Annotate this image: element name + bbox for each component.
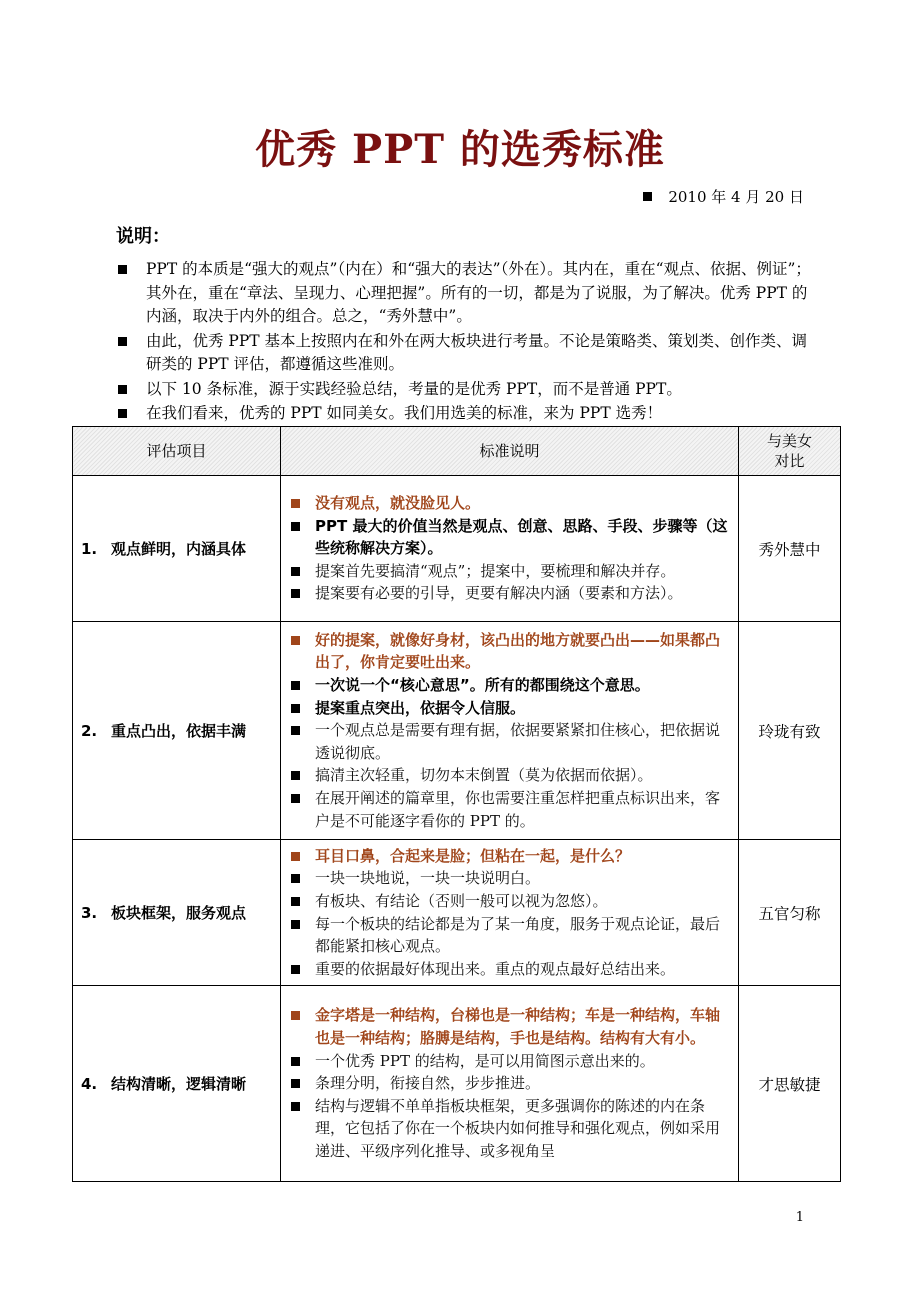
header-item: 评估项目 (73, 427, 281, 476)
page-number: 1 (795, 1210, 804, 1225)
square-bullet-icon (118, 385, 127, 394)
bullet-text: 一个优秀 PPT 的结构，是可以用简图示意出来的。 (315, 1051, 655, 1070)
table-row (73, 622, 841, 840)
criterion-description (281, 986, 739, 1182)
criterion-name (73, 476, 281, 622)
table-row (73, 840, 841, 986)
intro-text: 由此，优秀 PPT 基本上按照内在和外在两大板块进行考量。不论是策略类、策划类、创作类、调研类的 PPT 评估，都遵循这些准则。 (146, 331, 808, 373)
bullet-text: PPT 最大的价值当然是观点、创意、思路、手段、步骤等（这些统称解决方案）。 (315, 516, 728, 558)
square-bullet-icon (291, 1102, 300, 1111)
bullet-text: 在展开阐述的篇章里，你也需要注重怎样把重点标识出来，客户是不可能逐字看你的 PPT 的。 (315, 788, 721, 830)
bullet-text: 搞清主次轻重，切勿本末倒置（莫为依据而依据）。 (315, 766, 653, 785)
criterion-title: 结构清晰，逻辑清晰 (111, 1075, 247, 1093)
standards-table (72, 426, 841, 1182)
square-bullet-icon (291, 704, 300, 713)
table-row (73, 986, 841, 1182)
square-bullet-icon (118, 409, 127, 418)
criterion-number: 4. (81, 1075, 98, 1093)
bullet-text: 没有观点，就没脸见人。 (315, 494, 481, 513)
bullet-item (289, 1050, 732, 1073)
square-bullet-icon (291, 852, 300, 861)
bullet-item (289, 629, 732, 674)
square-bullet-icon (291, 522, 300, 531)
header-description: 标准说明 (281, 427, 739, 476)
bullet-text: 条理分明，衔接自然，步步推进。 (315, 1074, 541, 1093)
criterion-title: 观点鲜明，内涵具体 (111, 540, 247, 558)
bullet-item (289, 515, 732, 560)
bullet-item (289, 697, 732, 720)
square-bullet-icon (291, 794, 300, 803)
beauty-comparison: 玲珑有致 (739, 622, 841, 840)
bullet-item (289, 1072, 732, 1095)
intro-item (116, 402, 816, 426)
bullet-text: 一次说一个“核心意思”。所有的都围绕这个意思。 (315, 676, 650, 695)
bullet-item (289, 913, 732, 958)
bullet-item (289, 764, 732, 787)
criterion-description (281, 476, 739, 622)
criterion-title: 重点凸出，依据丰满 (111, 722, 247, 740)
square-bullet-icon (291, 726, 300, 735)
intro-item (116, 330, 816, 377)
square-bullet-icon (291, 1011, 300, 1020)
table-header-row (73, 427, 841, 476)
square-bullet-icon (291, 567, 300, 576)
header-compare (739, 427, 841, 476)
bullet-item (289, 787, 732, 832)
intro-list (116, 258, 816, 427)
header-compare-text: 与美女对比 (766, 432, 812, 470)
bullet-item (289, 560, 732, 583)
criterion-title: 板块框架，服务观点 (111, 904, 247, 922)
square-bullet-icon (291, 874, 300, 883)
criterion-description (281, 622, 739, 840)
square-bullet-icon (291, 1057, 300, 1066)
bullet-item (289, 1004, 732, 1049)
bullet-item (289, 582, 732, 605)
square-bullet-icon (291, 920, 300, 929)
criterion-description (281, 840, 739, 986)
table-row (73, 476, 841, 622)
date-text: 2010 年 4 月 20 日 (668, 188, 804, 206)
square-bullet-icon (643, 192, 652, 201)
square-bullet-icon (291, 965, 300, 974)
bullet-text: 好的提案，就像好身材，该凸出的地方就要凸出——如果都凸出了，你肯定要吐出来。 (315, 630, 721, 672)
bullet-item (289, 958, 732, 981)
criterion-number: 1. (81, 540, 98, 558)
bullet-text: 重要的依据最好体现出来。重点的观点最好总结出来。 (315, 959, 676, 978)
bullet-item (289, 719, 732, 764)
square-bullet-icon (291, 499, 300, 508)
intro-item (116, 258, 816, 329)
square-bullet-icon (118, 337, 127, 346)
square-bullet-icon (291, 636, 300, 645)
bullet-text: 结构与逻辑不单单指板块框架，更多强调你的陈述的内在条理，它包括了你在一个板块内如何推导和强化观点，例如采用递进、平级序列化推导、或多视角呈 (315, 1096, 721, 1160)
criterion-name (73, 622, 281, 840)
bullet-text: 提案要有必要的引导，更要有解决内涵（要素和方法）。 (315, 584, 683, 603)
bullet-item (289, 890, 732, 913)
bullet-text: 一块一块地说，一块一块说明白。 (315, 869, 541, 888)
bullet-item (289, 492, 732, 515)
bullet-text: 有板块、有结论（否则一般可以视为忽悠）。 (315, 891, 608, 910)
bullet-text: 一个观点总是需要有理有据，依据要紧紧扣住核心，把依据说透说彻底。 (315, 721, 721, 762)
criterion-name (73, 840, 281, 986)
square-bullet-icon (291, 897, 300, 906)
bullet-text: 耳目口鼻，合起来是脸；但粘在一起，是什么？ (315, 846, 631, 865)
criterion-number: 3. (81, 904, 98, 922)
bullet-item (289, 867, 732, 890)
bullet-item (289, 1095, 732, 1163)
square-bullet-icon (291, 589, 300, 598)
criterion-name (73, 986, 281, 1182)
intro-text: PPT 的本质是“强大的观点”（内在）和“强大的表达”（外在）。其内在，重在“观点、依据、例证”；其外在，重在“章法、呈现力、心理把握”。所有的一切，都是为了说服，为了解决。优秀 PPT 的内涵，取决于内外的组合。总之，“秀外慧中”。 (146, 260, 811, 325)
intro-item (116, 378, 816, 402)
beauty-comparison: 秀外慧中 (739, 476, 841, 622)
criterion-number: 2. (81, 722, 98, 740)
intro-text: 在我们看来，优秀的 PPT 如同美女。我们用选美的标准，来为 PPT 选秀！ (146, 404, 663, 422)
square-bullet-icon (291, 1079, 300, 1088)
bullet-text: 提案重点突出，依据令人信服。 (315, 698, 526, 717)
bullet-text: 提案首先要搞清“观点”；提案中，要梳理和解决并存。 (315, 561, 676, 580)
bullet-text: 每一个板块的结论都是为了某一角度，服务于观点论证，最后都能紧扣核心观点。 (315, 914, 721, 956)
square-bullet-icon (291, 681, 300, 690)
beauty-comparison: 五官匀称 (739, 840, 841, 986)
page-title: 优秀 PPT 的选秀标准 (255, 126, 665, 173)
square-bullet-icon (118, 265, 127, 274)
bullet-item (289, 845, 732, 868)
bullet-text: 金字塔是一种结构，台梯也是一种结构；车是一种结构，车轴也是一种结构；胳膊是结构，手也是结构。结构有大有小。 (315, 1006, 721, 1048)
intro-text: 以下 10 条标准，源于实践经验总结，考量的是优秀 PPT，而不是普通 PPT。 (146, 379, 682, 398)
beauty-comparison: 才思敏捷 (739, 986, 841, 1182)
bullet-item (289, 674, 732, 697)
square-bullet-icon (291, 771, 300, 780)
date-line (643, 186, 804, 207)
description-heading: 说明： (116, 226, 170, 247)
